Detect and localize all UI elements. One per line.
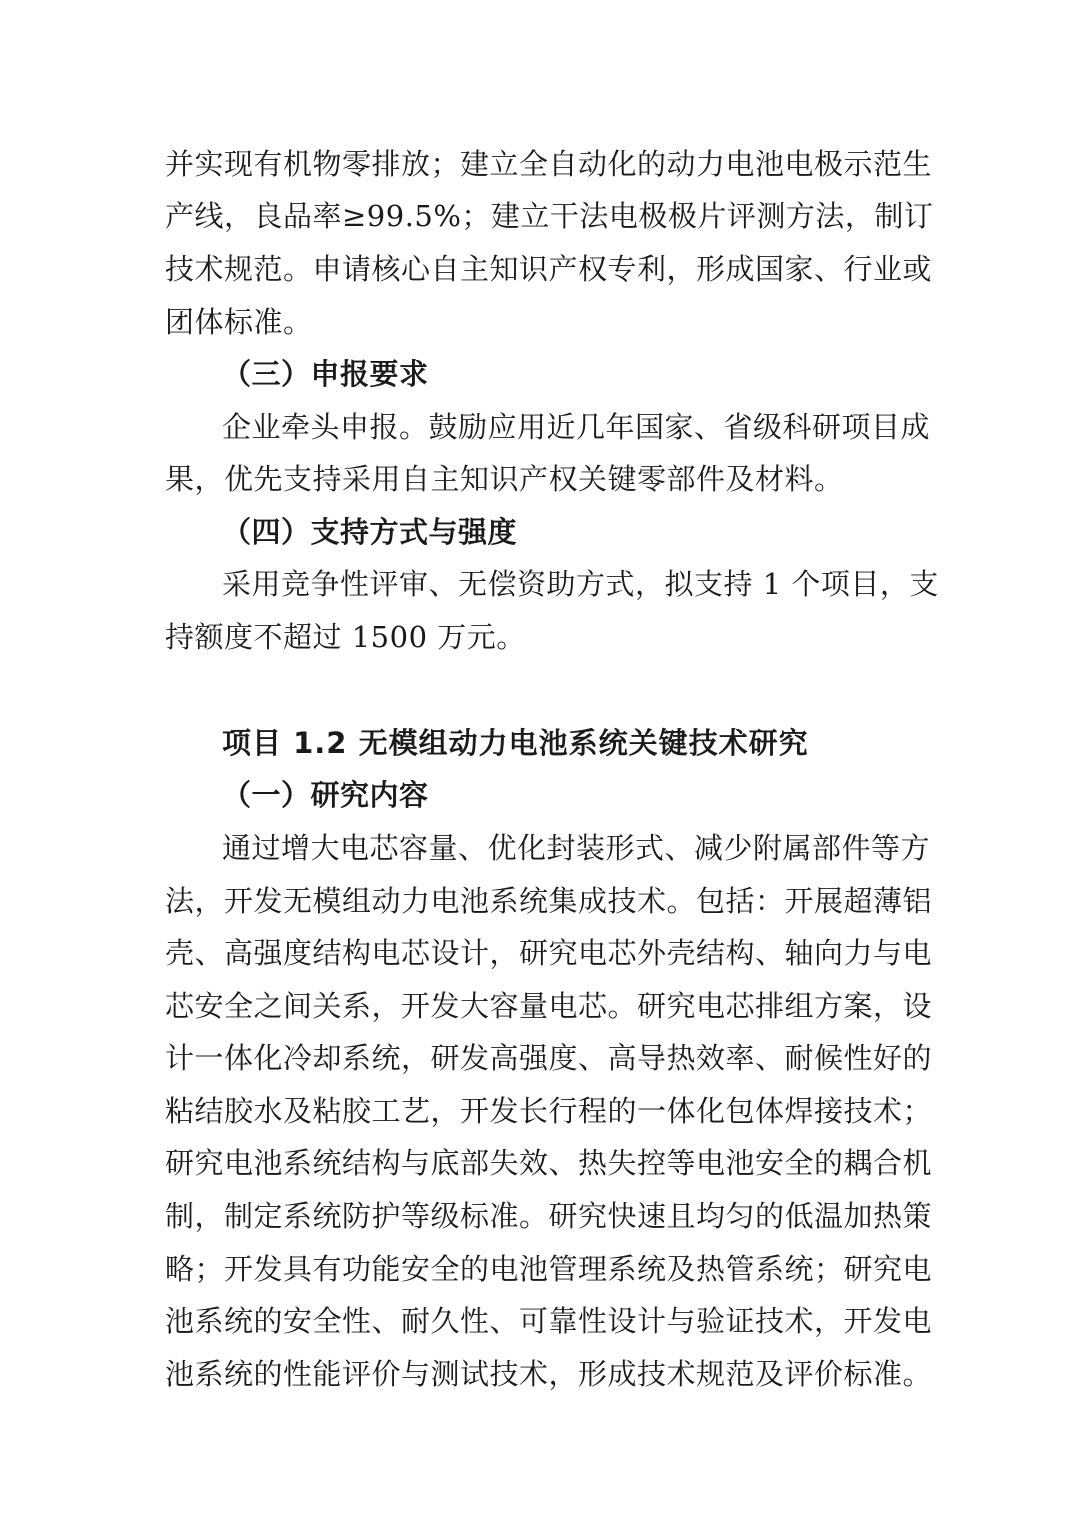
intro-line-4: 团体标准。: [165, 305, 313, 339]
research-line-6: 粘结胶水及粘胶工艺，开发长行程的一体化包体焊接技术；: [165, 1094, 933, 1128]
requirements-line-1: 企业牵头申报。鼓励应用近几年国家、省级科研项目成: [222, 410, 931, 444]
research-line-8: 制，制定系统防护等级标准。研究快速且均匀的低温加热策: [165, 1199, 933, 1233]
research-line-2: 法，开发无模组动力电池系统集成技术。包括：开展超薄铝: [165, 884, 933, 918]
support-line-1: 采用竞争性评审、无偿资助方式，拟支持 1 个项目，支: [222, 567, 939, 601]
support-heading: （四）支持方式与强度: [222, 515, 518, 549]
research-line-11: 池系统的性能评价与测试技术，形成技术规范及评价标准。: [165, 1357, 933, 1391]
project-title: 项目 1.2 无模组动力电池系统关键技术研究: [222, 726, 809, 760]
requirements-heading: （三）申报要求: [222, 357, 429, 391]
intro-line-3: 技术规范。申请核心自主知识产权专利，形成国家、行业或: [165, 252, 933, 286]
intro-line-2: 产线，良品率≥99.5%；建立干法电极极片评测方法，制订: [165, 199, 934, 233]
research-line-1: 通过增大电芯容量、优化封装形式、减少附属部件等方: [222, 831, 931, 865]
research-line-3: 壳、高强度结构电芯设计，研究电芯外壳结构、轴向力与电: [165, 936, 933, 970]
research-line-5: 计一体化冷却系统，研发高强度、高导热效率、耐候性好的: [165, 1041, 933, 1075]
intro-line-1: 并实现有机物零排放；建立全自动化的动力电池电极示范生: [165, 147, 933, 181]
research-line-9: 略；开发具有功能安全的电池管理系统及热管系统；研究电: [165, 1252, 933, 1286]
research-line-4: 芯安全之间关系，开发大容量电芯。研究电芯排组方案，设: [165, 989, 933, 1023]
research-line-7: 研究电池系统结构与底部失效、热失控等电池安全的耦合机: [165, 1146, 933, 1180]
research-line-10: 池系统的安全性、耐久性、可靠性设计与验证技术，开发电: [165, 1304, 933, 1338]
research-heading: （一）研究内容: [222, 778, 429, 812]
support-line-2: 持额度不超过 1500 万元。: [165, 620, 526, 654]
requirements-line-2: 果，优先支持采用自主知识产权关键零部件及材料。: [165, 462, 844, 496]
